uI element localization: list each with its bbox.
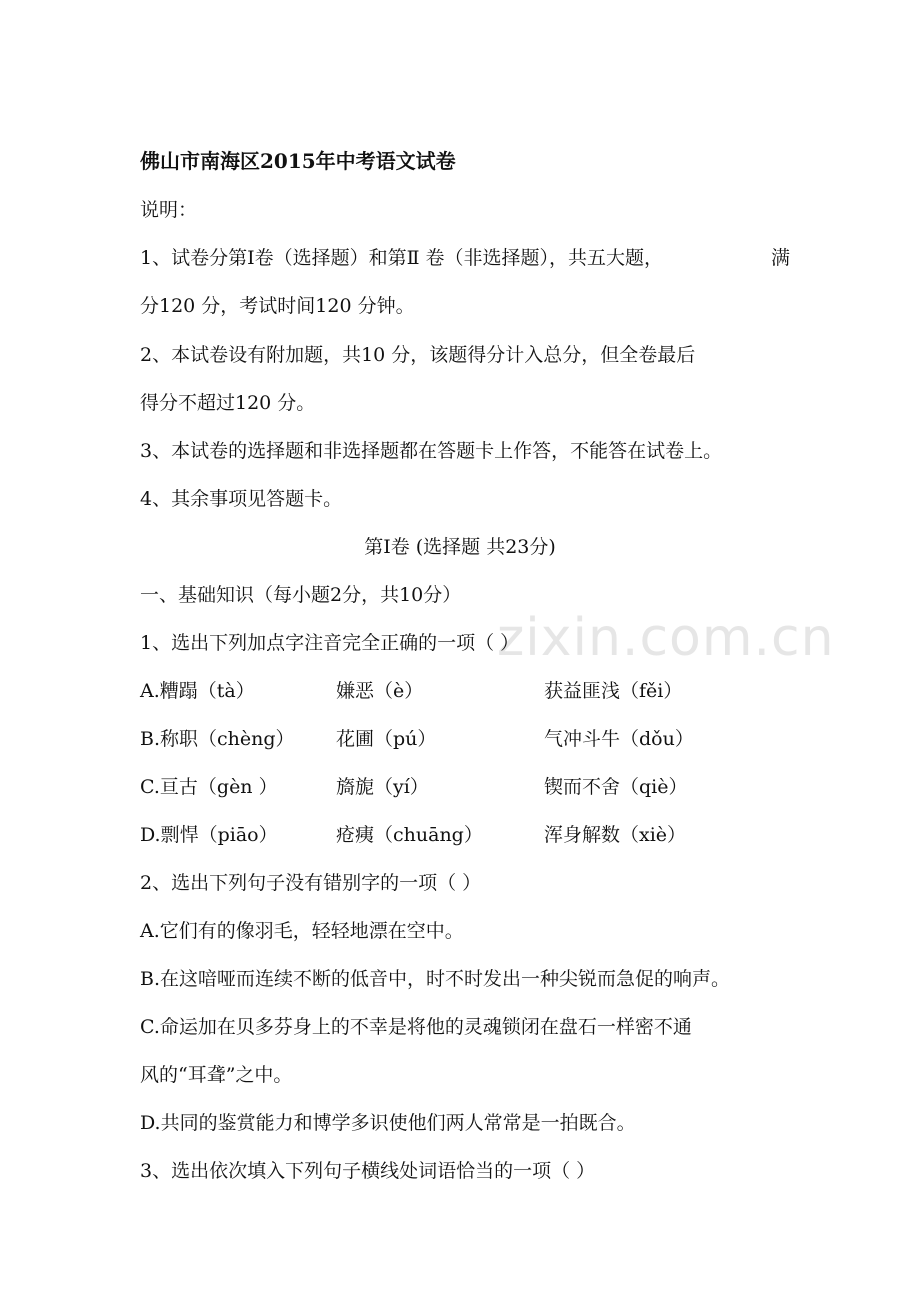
instruction-1-tail: 满 <box>770 247 790 269</box>
option-b-word-1: B.称职（chèng） <box>140 728 295 750</box>
option-c-word-1: C.亘古（gèn ） <box>140 776 278 798</box>
question-2-option-a: A.它们有的像羽毛，轻轻地漂在空中。 <box>140 920 464 942</box>
question-3-stem: 3、选出依次填入下列句子横线处词语恰当的一项（ ） <box>140 1160 596 1182</box>
question-2-option-d: D.共同的鉴赏能力和博学多识使他们两人常常是一拍既合。 <box>140 1112 636 1134</box>
option-d-word-3: 浑身解数（xiè） <box>544 824 687 846</box>
question-2-option-c-line-1: C.命运加在贝多芬身上的不幸是将他的灵魂锁闭在盘石一样密不通 <box>140 1016 692 1038</box>
option-b-word-2: 花圃（pú） <box>336 728 437 750</box>
option-a-word-3: 获益匪浅（fěi） <box>544 680 683 702</box>
watermark: zixin.com.cn <box>497 608 835 668</box>
part-title: 第Ⅰ卷 (选择题 共23分) <box>364 536 556 558</box>
question-1-stem: 1、选出下列加点字注音完全正确的一项（ ） <box>140 632 520 654</box>
section-title: 一、基础知识（每小题2分，共10分） <box>140 584 462 606</box>
question-1-option-b <box>140 726 740 752</box>
instruction-1-line-2: 分120 分，考试时间120 分钟。 <box>140 295 415 317</box>
instruction-4: 4、其余事项见答题卡。 <box>140 488 343 510</box>
instruction-2-line-2: 得分不超过120 分。 <box>140 392 316 414</box>
option-d-word-1: D.剽悍（piāo） <box>140 824 278 846</box>
question-1-option-c <box>140 774 740 800</box>
instruction-1-line-1 <box>140 245 790 271</box>
question-2-option-c-line-2: 风的“耳聋”之中。 <box>140 1064 293 1086</box>
option-d-word-2: 疮痍（chuāng） <box>336 824 483 846</box>
question-1-option-d <box>140 822 740 848</box>
question-2-option-b: B.在这喑哑而连续不断的低音中，时不时发出一种尖锐而急促的响声。 <box>140 968 731 990</box>
instruction-1-text: 1、试卷分第Ⅰ卷（选择题）和第Ⅱ 卷（非选择题），共五大题， <box>140 247 664 269</box>
instruction-2-line-1: 2、本试卷设有附加题，共10 分，该题得分计入总分，但全卷最后 <box>140 344 696 366</box>
option-b-word-3: 气冲斗牛（dǒu） <box>544 728 694 750</box>
question-1-option-a <box>140 678 740 704</box>
option-c-word-3: 锲而不舍（qiè） <box>544 776 688 798</box>
instructions-label: 说明： <box>140 199 198 221</box>
option-a-word-1: A.糟蹋（tà） <box>140 680 255 702</box>
option-a-word-2: 嫌恶（è） <box>336 680 424 702</box>
instruction-3: 3、本试卷的选择题和非选择题都在答题卡上作答，不能答在试卷上。 <box>140 440 723 462</box>
question-2-stem: 2、选出下列句子没有错别字的一项（ ） <box>140 872 482 894</box>
option-c-word-2: 旖旎（yí） <box>336 776 429 798</box>
document-title: 佛山市南海区2015年中考语文试卷 <box>140 149 456 173</box>
